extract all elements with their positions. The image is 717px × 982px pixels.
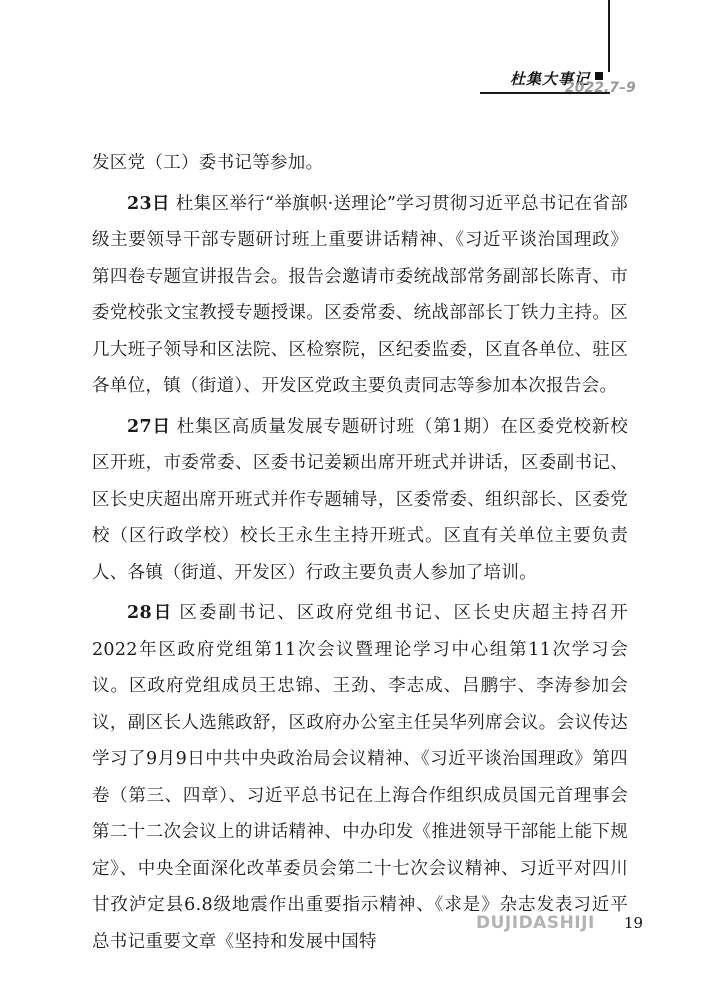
header-vertical-rule	[608, 0, 610, 72]
footer-brand: DUJIDASHIJI	[476, 913, 595, 933]
page-number: 19	[624, 914, 644, 932]
paragraph-entry	[92, 186, 628, 405]
header-title: 杜集大事记	[510, 70, 591, 88]
entry-date: 28日	[127, 603, 174, 623]
paragraph-entry	[92, 595, 628, 960]
paragraph-text: 杜集区高质量发展专题研讨班（第1期）在区委党校新校区开班，市委常委、区委书记姜颖出席开班式并讲话，区委副书记、区长史庆超出席开班式并作专题辅导，区委常委、组织部长、区委党校（区行政学校）校长王永生主持开班式。区直有关单位主要负责人、各镇（街道、开发区）行政主要负责人参加了培训。	[92, 416, 628, 583]
entry-date: 27日	[127, 416, 171, 437]
paragraph-text: 杜集区举行“举旗帜·送理论”学习贯彻习近平总书记在省部级主要领导干部专题研讨班上重要讲话精神、《习近平谈治国理政》第四卷专题宣讲报告会。报告会邀请市委统战部常务副部长陈青、市委党校张文宝教授专题授课。区委常委、统战部部长丁铁力主持。区几大班子领导和区法院、区检察院，区纪委监委，区直各单位、驻区各单位，镇（街道）、开发区党政主要负责同志等参加本次报告会。	[92, 193, 628, 396]
paragraph-entry	[92, 409, 628, 592]
header-square-mark	[595, 72, 603, 80]
paragraph-text: 发区党（工）委书记等参加。	[92, 153, 324, 173]
paragraph-text: 区委副书记、区政府党组书记、区长史庆超主持召开2022年区政府党组第11次会议暨理论学习中心组第11次学习会议。区政府党组成员王忠锦、王劲、李志成、吕鹏宇、李涛参加会议，副区长人选熊政舒，区政府办公室主任吴华列席会议。会议传达学习了9月9日中共中央政治局会议精神、《习近平谈治国理政》第四卷（第三、四章）、习近平总书记在上海合作组织成员国元首理事会第二十二次会议上的讲话精神、中办印发《推进领导干部能上能下规定》、中央全面深化改革委员会第二十七次会议精神、习近平对四川甘孜泸定县6.8级地震作出重要指示精神、《求是》杂志发表习近平总书记重要文章《坚持和发展中国特	[92, 603, 628, 952]
article-body	[92, 145, 628, 964]
header-date: 2022.7–9	[565, 80, 636, 96]
paragraph-continuation	[92, 145, 628, 182]
entry-date: 23日	[127, 193, 170, 214]
